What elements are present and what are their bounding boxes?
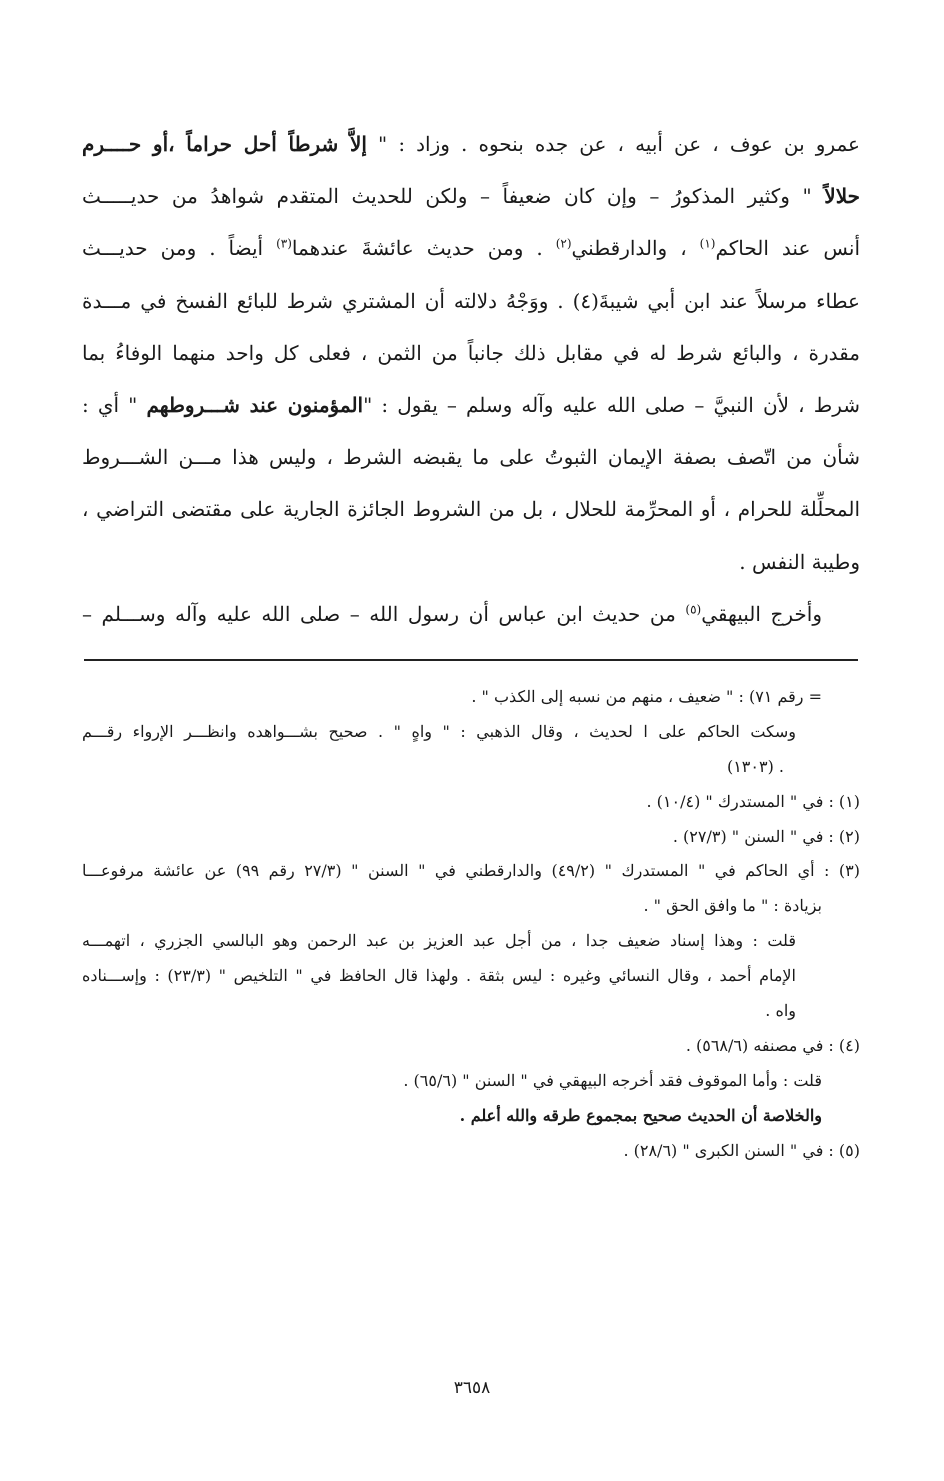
footnote-line: = رقم ٧١) : " ضعيف ، منهم من نسبه إلى الكذب " . [471,687,822,706]
footnote-ref: (٥) [685,602,702,617]
main-line [82,588,860,640]
text-run: . ومن حديث عائشةَ عندهما [291,236,556,261]
footnote-line: قلت : وهذا إسناد ضعيف جدا ، من أجل عبد العزيز بن عبد الرحمن وهو البالسي الجزري ، اتهمـــه [82,931,796,951]
text-run: أنس عند الحاكم [715,236,860,261]
main-line [82,222,860,274]
text-run: شأن من اتّصف بصفة الإيمان الثبوتُ على ما يقبضه الشرط ، وليس هذا مـــن الشـــروط [82,445,860,470]
main-line [82,483,860,535]
footnote-ref: (١) [699,236,716,251]
bold-phrase: حلالاً [824,184,860,209]
footnote-line: بزيادة : " ما وافق الحق " . [643,896,822,916]
footnotes [82,680,860,1168]
text-run: أيضاً . ومن حديـــث [82,236,277,261]
text-run: وأخرج البيهقي [701,601,823,626]
footnote-line: (١) : في " المستدرك " (١٠/٤) . [646,791,860,811]
text-run: شرط ، لأن النبيَّ – صلى الله عليه وآله وسلم – يقول : " [363,392,860,417]
footnote-ref: (٢) [555,236,572,251]
footnote-line: واه . [765,1001,796,1021]
footnote-line: الإمام أحمد ، وقال النسائي وغيره : ليس بثقة . ولهذا قال الحافظ في " التلخيص " (٢٣/٣) : وإســـناده [82,966,797,986]
text-run: المحلِّلة للحرام ، أو المحرِّمة للحلال ، بل من الشروط الجائزة الجارية على مقتضى التراضي ، [82,497,860,522]
footnote-line: وسكت الحاكم على ا لحديث ، وقال الذهبي : " واهٍ " . صحيح بشـــواهده وانظـــر الإرواء رقـــم [82,721,796,741]
footnote-line: (٣) : أي الحاكم في " المستدرك " (٤٩/٢) والدارقطني في " السنن " (٢٧/٣ رقم ٩٩) عن عائشة مرفوعـــا [82,861,860,881]
footnote-line: (٥) : في " السنن الكبرى " (٢٨/٦) . [623,1140,860,1160]
footnote-line: قلت : وأما الموقوف فقد أخرجه البيهقي في " السنن " (٦٥/٦) . [403,1070,822,1090]
footnote-line: (٢) : في " السنن " (٢٧/٣) . [672,826,860,846]
text-run: " أي : [82,392,147,417]
main-line [82,536,860,588]
main-line [82,118,860,170]
bold-phrase: إلاَّ شرطاً أحل حراماً ،أو حــــرم [82,132,367,156]
text-run: وطيبة النفس . [739,549,860,574]
footnote-divider [84,659,858,661]
page-number: ٣٦٥٨ [453,1378,491,1398]
main-line [82,170,860,222]
text-run: مقدرة ، والبائع شرط له في مقابل ذلك جانباً من الثمن ، فعلى كل واحد منهما الوفاءُ بما [82,340,860,365]
text-run: عمرو بن عوف ، عن أبيه ، عن جده بنحوه . وزاد : " [366,132,860,156]
main-line [82,275,860,327]
footnote-ref: (٣) [276,236,292,251]
footnote-line: . (١٣٠٣) [726,756,784,776]
main-line [82,379,860,431]
main-line [82,327,860,379]
footnote-line: (٤) : في مصنفه (٥٦٨/٦) . [685,1035,860,1055]
text-run: عطاء مرسلاً عند ابن أبي شيبةَ(٤) . ووَجْهُ دلالته أن المشتري شرط للبائع الفسخ في مـــدة [82,288,860,313]
bold-phrase: المؤمنون عند شـــروطهم [146,392,364,417]
footnote-line: والخلاصة أن الحديث صحيح بمجموع طرقه والله أعلم . [459,1105,822,1125]
text-run: " وكثير المذكورُ – وإن كان ضعيفاً – ولكن للحديث المتقدم شواهدُ من حديـــــث [82,184,825,209]
text-run: ، والدارقطني [571,236,700,261]
main-text [82,118,860,640]
text-run: من حديث ابن عباس أن رسول الله – صلى الله عليه وآله وســـلم – [82,601,686,626]
main-line [82,431,860,483]
